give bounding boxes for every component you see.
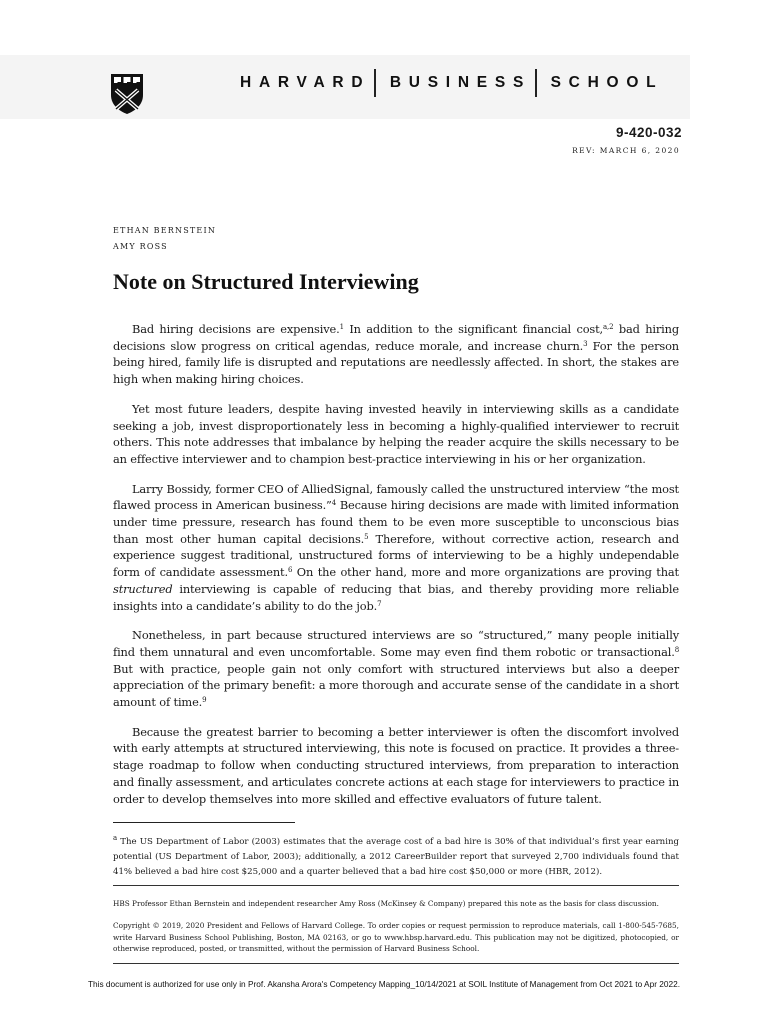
author-name: AMY ROSS — [113, 242, 168, 251]
paragraph: Nonetheless, in part because structured interviews are so “structured,” many people initially find them unnatural and even uncomfortable. Some may even find them robotic or transactional.$^8$ But with practice, people gain not only comfort with structured interviews but also a deeper appreciation of the primary benefit: a more thorough and accurate sense of the candidate in a short amount of time.$^9$ — [113, 628, 679, 710]
author-credit: HBS Professor Ethan Bernstein and independent researcher Amy Ross (McKinsey & Company) prepared this note as the basis for class discussion. — [113, 899, 659, 908]
paragraph: Bad hiring decisions are expensive.$^1$ In addition to the significant financial cost,$^{a,2}$ bad hiring decisions slow progress on critical agendas, reduce morale, and increase churn.$^3$ For the person being hired, family life is disrupted and reputations are needlessly affected. In short, the stakes are high when making hiring choices. — [113, 322, 679, 387]
document-title: Note on Structured Interviewing — [113, 269, 419, 294]
footer-divider — [113, 963, 679, 964]
footnote-ref: 4 — [331, 499, 337, 508]
footnote-ref: a,2 — [603, 323, 614, 331]
footnote-text: The US Department of Labor (2003) estimates that the average cost of a bad hire is 30% of that individual’s first year earning potential (US Department of Labor, 2003); additionally, a 2012 CareerBuilder report that surveyed 2,700 individuals found that 41% believed a bad hire cost $25,000 and a quarter believed that a bad hire cost $50,000 or more (HBR, 2012). — [113, 837, 679, 877]
license-notice: This document is authorized for use only in Prof. Akansha Arora's Competency Mapping_10/14/2021 at SOIL Institute of Management from Oct 2021 to Apr 2022. — [87, 979, 681, 989]
emphasis-text: structured — [113, 581, 173, 596]
revision-date: REV: MARCH 6, 2020 — [572, 146, 680, 155]
footnote-divider — [113, 822, 295, 823]
wordmark-school: SCHOOL — [550, 74, 664, 91]
wordmark-harvard: HARVARD — [240, 74, 371, 91]
school-wordmark — [240, 70, 663, 96]
footnote-ref: 3 — [583, 339, 588, 348]
footnote-ref: 6 — [287, 566, 293, 575]
wordmark-divider — [535, 69, 537, 97]
paragraph: Because the greatest barrier to becoming a better interviewer is often the discomfort involved with early attempts at structured interviewing, this note is focused on practice. It provides a three-stage roadmap to follow when conducting structured interviews, from preparation to interaction and finally assessment, and articulates concrete actions at each stage for interviewers to practice in order to develop themselves into more skilled and effective evaluators of future talent. — [113, 724, 679, 806]
footnote-ref: 1 — [339, 323, 344, 331]
footnote-marker: a — [113, 834, 118, 842]
copyright-notice: Copyright © 2019, 2020 President and Fellows of Harvard College. To order copies or request permission to reproduce materials, call 1-800-545-7685, write Harvard Business School Publishing, Boston, MA 02163, or go to www.hbsp.harvard.edu. This publication may not be digitized, photocopied, or otherwise reproduced, posted, or transmitted, without the permission of Harvard Business School. — [113, 921, 679, 953]
body-text — [113, 321, 679, 820]
author-name: ETHAN BERNSTEIN — [113, 226, 217, 235]
footnote-ref: 5 — [364, 532, 369, 541]
footnote-ref: 7 — [377, 599, 382, 608]
footnote-ref: 9 — [202, 696, 207, 705]
wordmark-divider — [374, 69, 376, 97]
footnote — [113, 835, 679, 880]
case-number: 9-420-032 — [615, 125, 682, 140]
wordmark-business: BUSINESS — [389, 74, 532, 91]
footer-divider — [113, 885, 679, 886]
paragraph: Yet most future leaders, despite having invested heavily in interviewing skills as a candidate seeking a job, invest disproportionately less in becoming a highly-qualified interviewer to recruit others. This note addresses that imbalance by helping the reader acquire the skills necessary to be an effective interviewer and to champion best-practice interviewing in his or her organization. — [113, 401, 679, 466]
hbs-shield-logo — [110, 73, 144, 115]
footnote-ref: 8 — [674, 645, 679, 654]
paragraph: Larry Bossidy, former CEO of AlliedSignal, famously called the unstructured interview “the most flawed process in American business.”$^4$ Because hiring decisions are made with limited information under time pressure, research has found them to be even more susceptible to unconscious bias than most other human capital decisions.$^5$ Therefore, without corrective action, research and experience suggest traditional, unstructured forms of interviewing to be a highly undependable form of candidate assessment.$^6$ On the other hand, more and more organizations are proving that structured interviewing is capable of reducing that bias, and thereby providing more reliable insights into a candidate’s ability to do the job.$^7$ — [113, 481, 680, 613]
